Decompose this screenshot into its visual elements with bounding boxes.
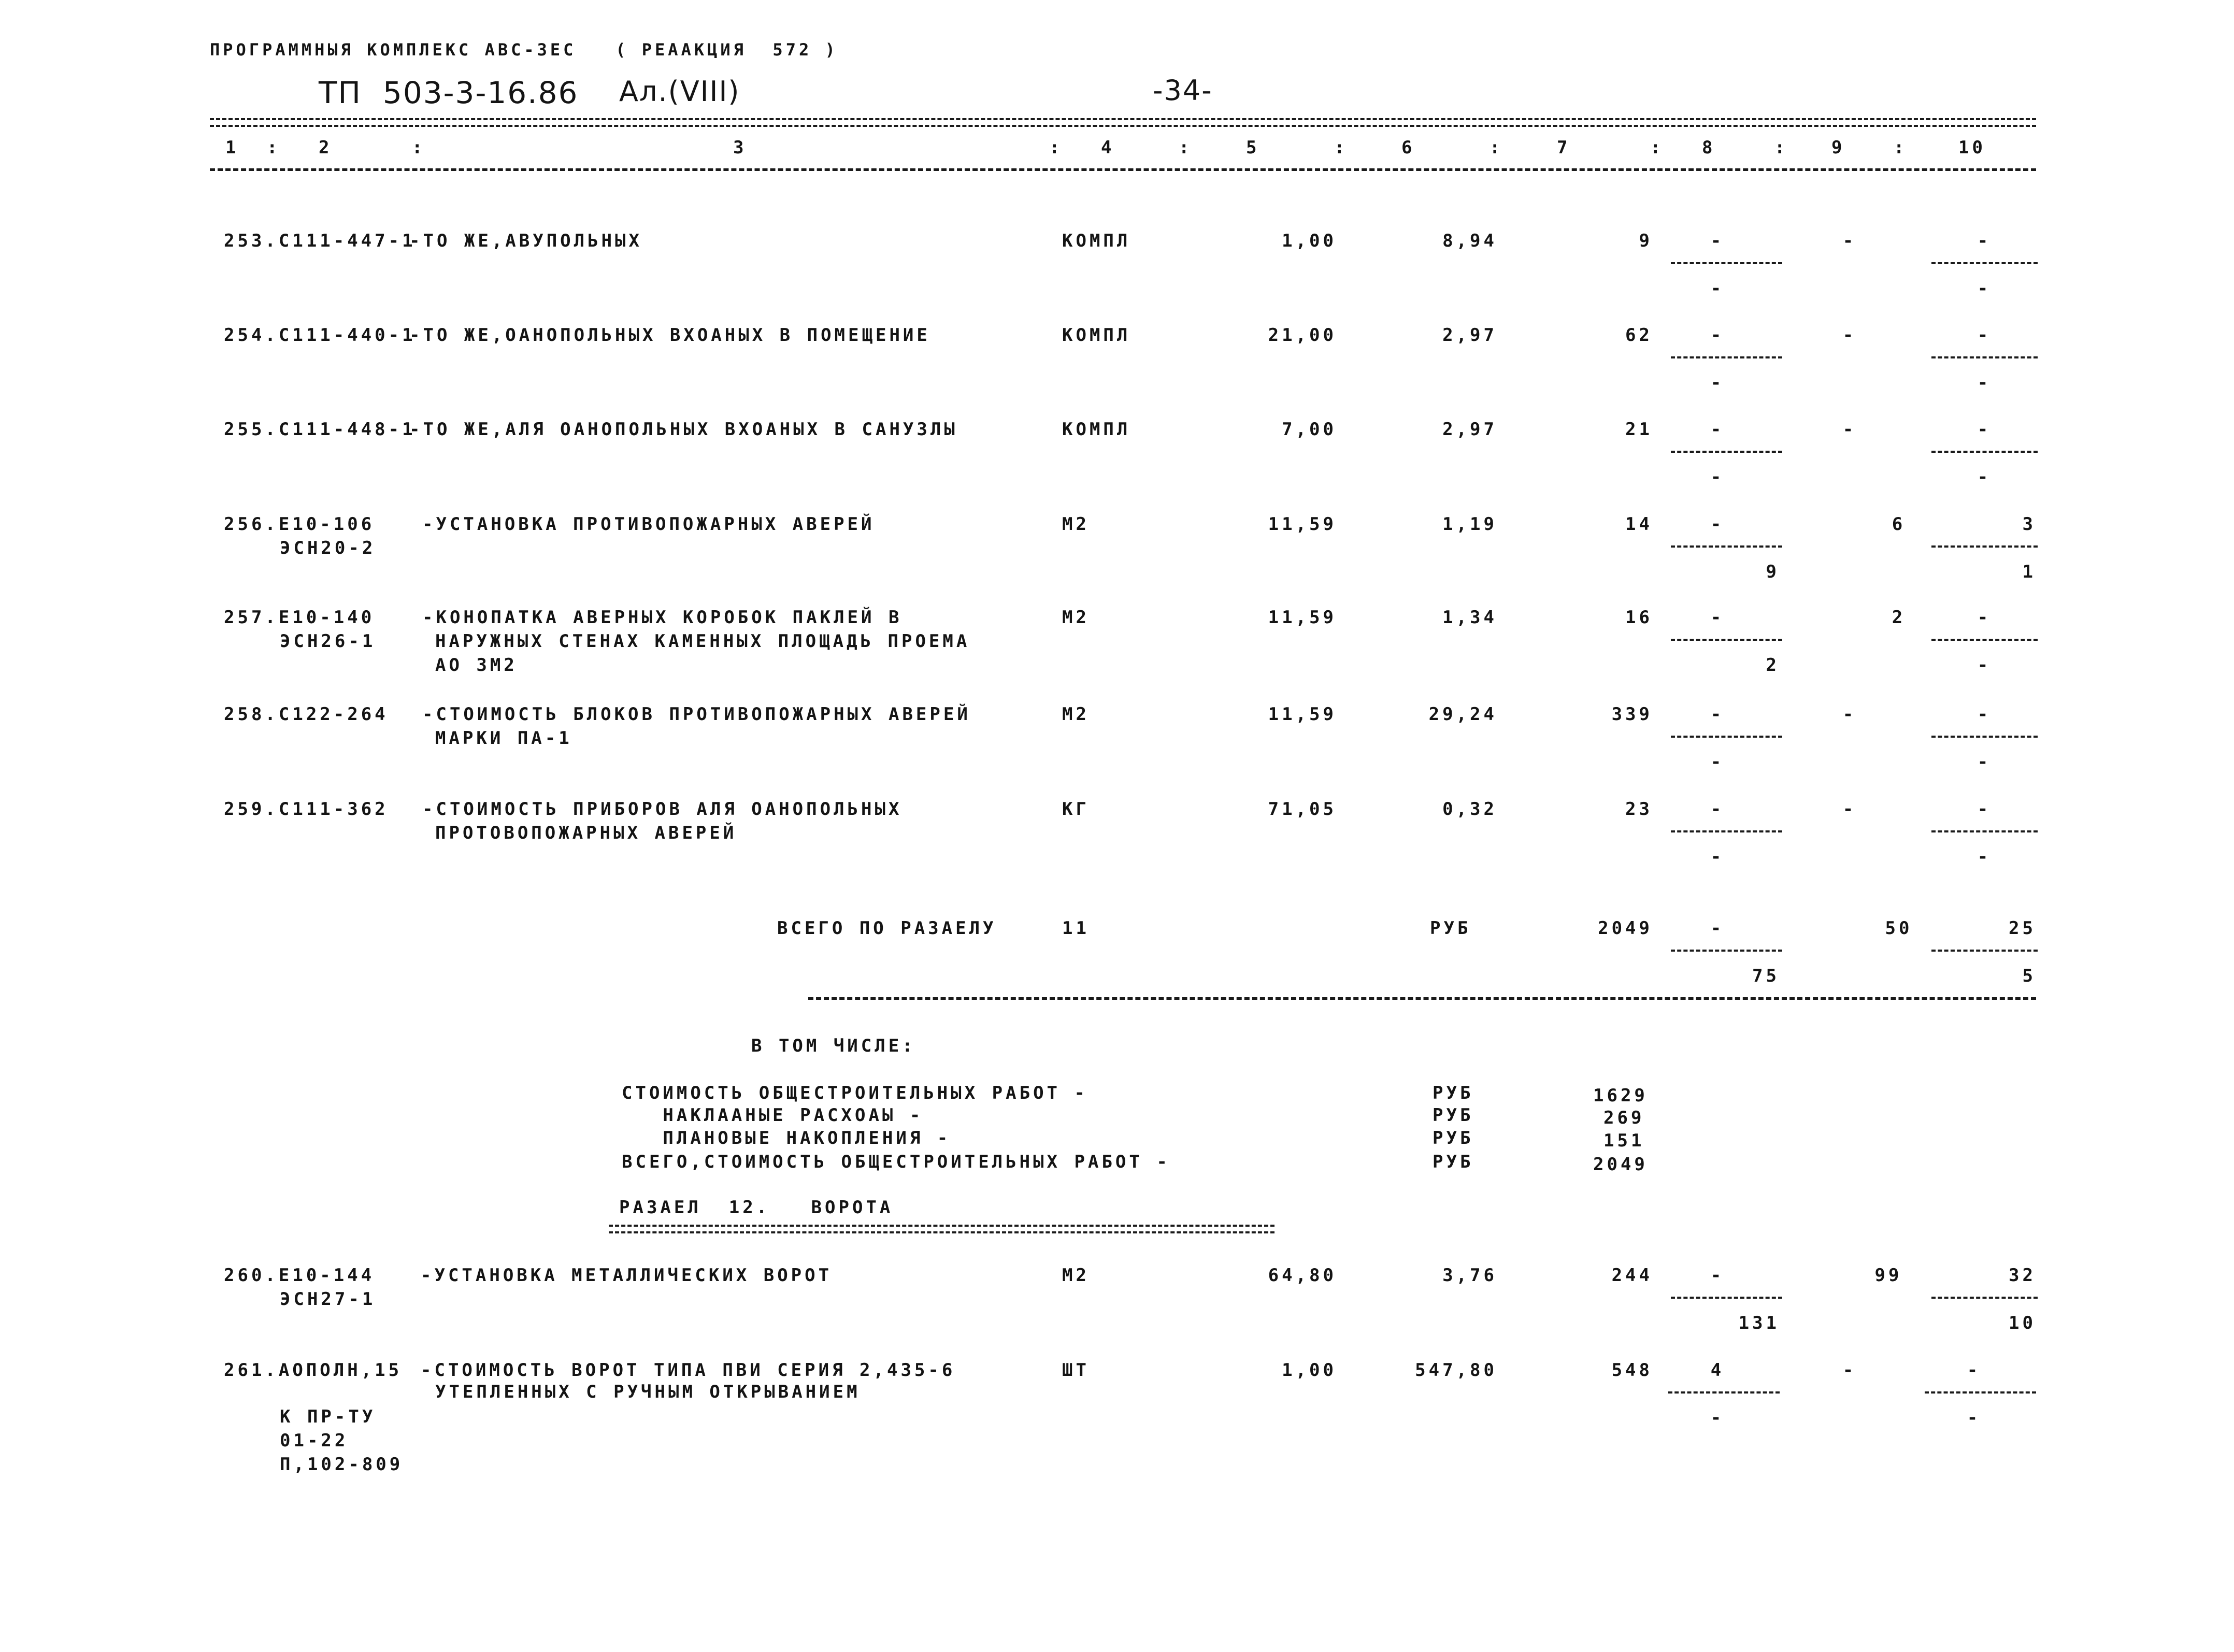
col10-top: - [1967,1360,1981,1381]
row-desc-line: -УСТАНОВКА ПРОТИВОПОЖАРНЫХ АВЕРЕЙ [422,514,875,535]
breakdown-currency: РУБ [1433,1152,1474,1172]
row-price: 8,94 [1442,231,1497,251]
col8-top: - [1710,704,1725,725]
row-code: 254.С111-440-1 [224,325,416,346]
row-total: 23 [1625,799,1653,820]
row-total: 244 [1611,1265,1653,1286]
album-number: Ал.(VIII) [619,75,740,108]
col8-bottom: - [1710,752,1725,772]
row-qty: 11,59 [1268,704,1337,725]
row-total: 14 [1625,514,1653,535]
col9: - [1842,1360,1857,1381]
row-unit: М2 [1062,514,1090,535]
col10-top: - [1977,231,1992,251]
row-unit: КГ [1062,799,1090,820]
col-header-2: 2 [319,137,333,158]
fraction-rule [1931,545,2038,548]
row-desc-line: -ТО ЖЕ,АВУПОЛЬНЫХ [409,231,642,251]
fraction-rule [1925,1391,2036,1394]
row-total: 16 [1625,607,1653,628]
col9: - [1842,704,1857,725]
col10-bottom: 1 [2022,562,2036,582]
row-desc-line: УТЕПЛЕННЫХ С РУЧНЫМ ОТКРЫВАНИЕМ [435,1382,861,1402]
col10-top: - [1977,325,1992,346]
row-unit: ШТ [1062,1360,1090,1381]
col-header-8: 8 [1702,137,1716,158]
col8-top: - [1710,799,1725,820]
col-header-7: 7 [1557,137,1571,158]
col-sep: : [1334,137,1348,158]
row-code: 253.С111-447-1 [224,231,416,251]
col-header-1: 1 [225,137,239,158]
row-code-secondary: ЭСН20-2 [280,538,376,558]
row-unit: КОМПЛ [1062,325,1131,346]
row-price: 547,80 [1415,1360,1497,1381]
col8-top: - [1710,607,1725,628]
row-price: 3,76 [1442,1265,1497,1286]
col8-top: - [1710,231,1725,251]
row-qty: 7,00 [1282,419,1337,440]
col9: 50 [1885,918,1913,939]
col10-bottom: 5 [2022,966,2036,986]
col8-top: 4 [1710,1360,1725,1381]
row-desc-line: МАРКИ ПА-1 [435,728,572,749]
col8-bottom: - [1710,1407,1725,1428]
row-desc-line: АО 3М2 [435,655,518,676]
col10-bottom: - [1977,278,1992,299]
row-price: 2,97 [1442,419,1497,440]
col-sep: : [412,137,426,158]
fraction-rule [1671,1297,1782,1299]
col-header-4: 4 [1101,137,1115,158]
row-note: П,102-809 [280,1454,404,1475]
breakdown-currency: РУБ [1433,1128,1474,1148]
fraction-rule [1931,356,2038,358]
header-rule-top [210,118,2036,127]
col8-top: - [1710,1265,1725,1286]
col8-bottom: 2 [1766,655,1780,676]
col-sep: : [1774,137,1788,158]
row-code: 258.С122-264 [224,704,389,725]
row-price: 2,97 [1442,325,1497,346]
col8-bottom: 9 [1766,562,1780,582]
section-title-underline [609,1225,1274,1233]
breakdown-label: ВСЕГО,СТОИМОСТЬ ОБЩЕСТРОИТЕЛЬНЫХ РАБОТ - [622,1152,1170,1172]
section-total-rule [808,997,2036,1000]
breakdown-label: ПЛАНОВЫЕ НАКОПЛЕНИЯ - [622,1128,951,1148]
row-desc-line: -УСТАНОВКА МЕТАЛЛИЧЕСКИХ ВОРОТ [421,1265,833,1286]
row-code: 261.АОПОЛН,15 [224,1360,403,1381]
row-unit: КОМПЛ [1062,419,1131,440]
col8-bottom: - [1710,846,1725,867]
fraction-rule [1671,451,1782,453]
fraction-rule [1671,262,1782,264]
row-total: 339 [1611,704,1653,725]
row-code: 257.Е10-140 [224,607,375,628]
col10-bottom: - [1967,1407,1981,1428]
col-sep: : [1490,137,1503,158]
col10-bottom: 10 [2009,1313,2036,1333]
col10-top: - [1977,419,1992,440]
row-unit: М2 [1062,607,1090,628]
row-code: 255.С111-448-1 [224,419,416,440]
row-price: 1,19 [1442,514,1497,535]
page-number: -34- [1153,74,1213,107]
row-desc-line: ПРОТОВОПОЖАРНЫХ АВЕРЕЙ [435,823,737,843]
col10-bottom: - [1977,752,1992,772]
row-price: 0,32 [1442,799,1497,820]
row-desc-line: -СТОИМОСТЬ БЛОКОВ ПРОТИВОПОЖАРНЫХ АВЕРЕЙ [422,704,971,725]
breakdown-value: 151 [1603,1130,1645,1151]
col9: 2 [1892,607,1906,628]
breakdown-label: СТОИМОСТЬ ОБЩЕСТРОИТЕЛЬНЫХ РАБОТ - [622,1083,1088,1103]
row-qty: 21,00 [1268,325,1337,346]
row-unit: М2 [1062,704,1090,725]
col-header-9: 9 [1831,137,1845,158]
col10-bottom: - [1977,372,1992,393]
row-unit: М2 [1062,1265,1090,1286]
col8-top: - [1710,514,1725,535]
fraction-rule [1931,639,2038,641]
col9: - [1842,231,1857,251]
fraction-rule [1931,451,2038,453]
row-qty: 11,59 [1268,607,1337,628]
col10-top: - [1977,607,1992,628]
row-desc-line: -СТОИМОСТЬ ВОРОТ ТИПА ПВИ СЕРИЯ 2,435-6 [421,1360,956,1381]
row-desc-line: -СТОИМОСТЬ ПРИБОРОВ АЛЯ ОАНОПОЛЬНЫХ [422,799,903,820]
section-title: РАЗАЕЛ 12. ВОРОТА [619,1197,894,1218]
row-desc-line: -ТО ЖЕ,ОАНОПОЛЬНЫХ ВХОАНЫХ В ПОМЕЩЕНИЕ [409,325,930,346]
breakdown-value: 1629 [1593,1085,1648,1106]
fraction-rule [1671,545,1782,548]
row-qty: 64,80 [1268,1265,1337,1286]
row-desc-line: НАРУЖНЫХ СТЕНАХ КАМЕННЫХ ПЛОЩАДЬ ПРОЕМА [435,631,970,652]
fraction-rule [1668,1391,1780,1394]
breakdown-value: 269 [1603,1108,1645,1128]
program-line: ПРОГРАММНЫЯ КОМПЛЕКС АВС-3ЕС ( РЕААКЦИЯ 572 ) [210,40,838,60]
row-note: К ПР-ТУ [280,1406,376,1427]
col10-bottom: - [1977,846,1992,867]
row-qty: 1,00 [1282,231,1337,251]
fraction-rule [1931,1297,2038,1299]
col-sep: : [1049,137,1063,158]
col8-bottom: - [1710,372,1725,393]
col-sep: : [1650,137,1664,158]
row-note: 01-22 [280,1430,349,1451]
row-total: 9 [1639,231,1653,251]
row-unit: КОМПЛ [1062,231,1131,251]
fraction-rule [1671,639,1782,641]
breakdown-currency: РУБ [1433,1105,1474,1126]
col9: 99 [1874,1265,1902,1286]
header-rule-bottom [210,168,2036,171]
fraction-rule [1671,950,1782,952]
col8-bottom: 75 [1752,966,1780,986]
breakdown-value: 2049 [1593,1154,1648,1175]
col-sep: : [1179,137,1193,158]
section-total-label: ВСЕГО ПО РАЗАЕЛУ [777,918,997,939]
row-code-secondary: ЭСН27-1 [280,1289,376,1310]
section-currency: РУБ [1430,918,1471,939]
fraction-rule [1931,736,2038,738]
col8-bottom: 131 [1738,1313,1780,1333]
fraction-rule [1931,830,2038,832]
row-price: 29,24 [1428,704,1497,725]
col-sep: : [1894,137,1908,158]
row-code: 256.Е10-106 [224,514,375,535]
col8-bottom: - [1710,278,1725,299]
row-qty: 71,05 [1268,799,1337,820]
row-total: 21 [1625,419,1653,440]
col-sep: : [267,137,281,158]
row-total: 62 [1625,325,1653,346]
col10-bottom: - [1977,655,1992,676]
breakdown-currency: РУБ [1433,1083,1474,1103]
section-total-value: 2049 [1598,918,1653,939]
col10-bottom: - [1977,467,1992,487]
col10-top: 3 [2022,514,2036,535]
col8-bottom: - [1710,467,1725,487]
col10-top: - [1977,799,1992,820]
col9: 6 [1892,514,1906,535]
row-qty: 11,59 [1268,514,1337,535]
row-code: 260.Е10-144 [224,1265,375,1286]
row-qty: 1,00 [1282,1360,1337,1381]
col9: - [1842,325,1857,346]
fraction-rule [1671,736,1782,738]
col10-top: - [1977,704,1992,725]
fraction-rule [1671,830,1782,832]
col-header-6: 6 [1401,137,1415,158]
doc-code: ТП 503-3-16.86 [319,75,579,110]
row-code-secondary: ЭСН26-1 [280,631,376,652]
fraction-rule [1671,356,1782,358]
col8-top: - [1710,419,1725,440]
breakdown-label: НАКЛААНЫЕ РАСХОАЫ - [622,1105,924,1126]
row-price: 1,34 [1442,607,1497,628]
col-header-10: 10 [1958,137,1986,158]
fraction-rule [1931,262,2038,264]
col9: - [1842,419,1857,440]
col8-top: - [1710,325,1725,346]
section-number: 11 [1062,918,1090,939]
col10-top: 32 [2009,1265,2036,1286]
col9: - [1842,799,1857,820]
col10-top: 25 [2009,918,2036,939]
fraction-rule [1931,950,2038,952]
col-header-5: 5 [1246,137,1260,158]
row-desc-line: -ТО ЖЕ,АЛЯ ОАНОПОЛЬНЫХ ВХОАНЫХ В САНУЗЛЫ [409,419,958,440]
row-total: 548 [1611,1360,1653,1381]
breakdown-heading: В ТОМ ЧИСЛЕ: [751,1036,916,1056]
col-header-3: 3 [733,137,747,158]
col8-top: - [1710,918,1725,939]
row-desc-line: -КОНОПАТКА АВЕРНЫХ КОРОБОК ПАКЛЕЙ В [422,607,903,628]
row-code: 259.С111-362 [224,799,389,820]
